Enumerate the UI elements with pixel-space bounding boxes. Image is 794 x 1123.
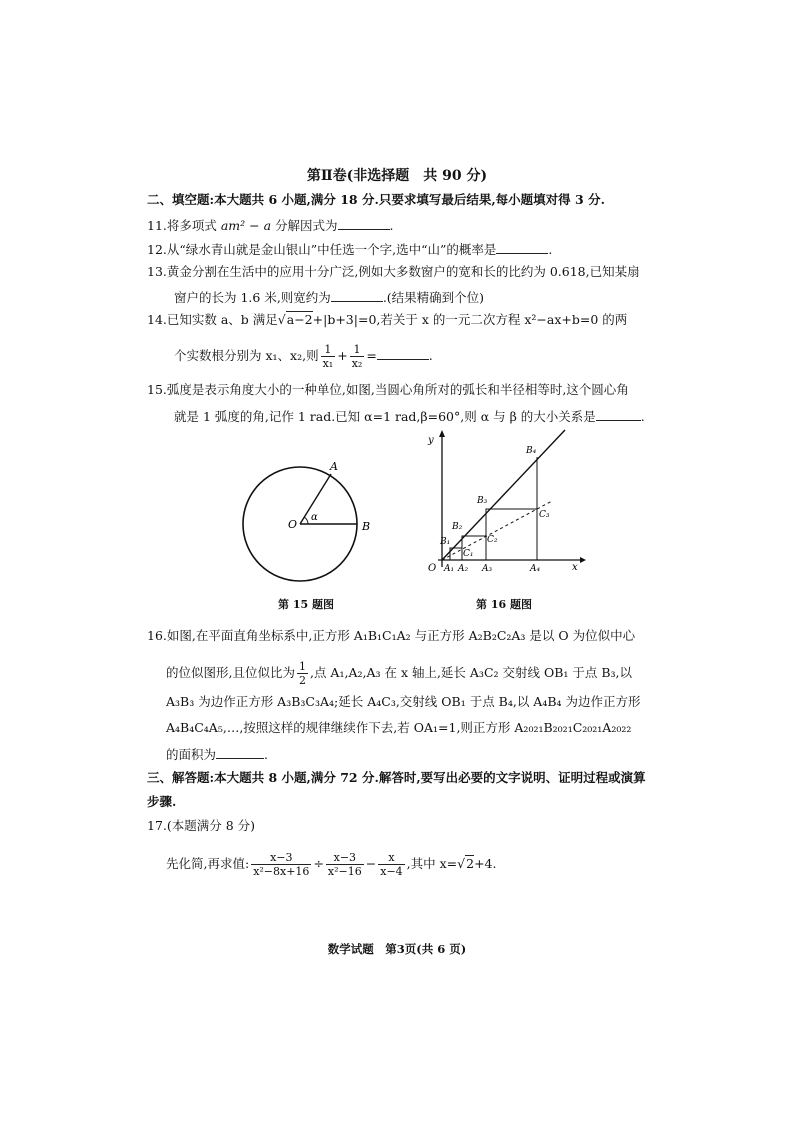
- fraction: $\frac{x-3}{\text{x²−8x+16}}$: [253, 851, 310, 878]
- question-14-line2: 个实数根分别为 x₁、x₂,则 $\frac{1}{\text{x₁}}$ + $\frac{1}{\text{x₂}}$ = .: [174, 343, 433, 370]
- label-alpha: α: [311, 512, 318, 523]
- ray-ob1: [442, 430, 565, 560]
- question-12: 12.从“绿水青山就是金山银山”中任选一个字,选中“山”的概率是 .: [147, 242, 553, 257]
- label-x: x: [572, 562, 578, 573]
- fraction: $\frac{x-3}{\text{x²−16}}$: [327, 851, 362, 878]
- label-c3: C₃: [539, 510, 550, 520]
- fraction: $\frac{1}{\text{x₁}}$: [322, 343, 334, 370]
- sqrt-expression: a−2: [286, 312, 313, 327]
- label-a2: A₂: [458, 564, 469, 574]
- page-footer: 数学试题 第3页(共 6 页): [327, 942, 467, 956]
- question-17-header: 17.(本题满分 8 分): [147, 818, 256, 833]
- answer-blank[interactable]: [596, 409, 641, 421]
- section3-heading-line1: 三、解答题:本大题共 8 小题,满分 72 分.解答时,要写出必要的文字说明、证明过程或演算: [147, 770, 646, 785]
- answer-blank[interactable]: [496, 242, 548, 254]
- question-15-line1: 15.弧度是表示角度大小的一种单位,如图,当圆心角所对的弧长和半径相等时,这个圆心角: [147, 382, 629, 397]
- answer-blank[interactable]: [377, 348, 429, 360]
- x-axis-arrow: [580, 557, 586, 563]
- angle-arc: [304, 517, 308, 524]
- figure-16-caption: 第 16 题图: [476, 598, 532, 611]
- label-a: A: [330, 460, 338, 473]
- label-a3: A₃: [482, 564, 493, 574]
- label-b2: B₂: [452, 522, 463, 532]
- question-16-line5: 的面积为 .: [166, 747, 268, 762]
- sqrt-expression: 2: [466, 856, 475, 871]
- figure-15-circle: [238, 450, 378, 590]
- label-c2: C₂: [487, 535, 498, 545]
- figure-16-squares: [420, 425, 590, 575]
- label-o: O: [428, 563, 437, 574]
- question-15-line2: 就是 1 弧度的角,记作 1 rad.已知 α=1 rad,β=60°,则 α 与 β 的大小关系是 .: [174, 409, 645, 424]
- label-a1: A₁: [444, 564, 455, 574]
- answer-blank[interactable]: [331, 290, 383, 302]
- label-b1: B₁: [440, 537, 451, 547]
- y-axis-arrow: [439, 430, 445, 437]
- label-c1: C₁: [463, 549, 474, 559]
- label-b3: B₃: [477, 496, 488, 506]
- label-y: y: [428, 435, 434, 446]
- question-16-line1: 16.如图,在平面直角坐标系中,正方形 A₁B₁C₁A₂ 与正方形 A₂B₂C₂A₃ 是以 O 为位似中心: [147, 628, 636, 643]
- answer-blank[interactable]: [338, 218, 390, 230]
- figure-15-caption: 第 15 题图: [278, 598, 334, 611]
- question-16-line3: A₃B₃ 为边作正方形 A₃B₃C₃A₄;延长 A₄C₃,交射线 OB₁ 于点 B₄,以 A₄B₄ 为边作正方形: [166, 694, 641, 709]
- question-13-line2: 窗户的长为 1.6 米,则宽约为 .(结果精确到个位): [174, 290, 485, 305]
- question-14-line1: 14.已知实数 a、b 满足√a−2+|b+3|=0,若关于 x 的一元二次方程 x²−ax+b=0 的两: [147, 312, 628, 327]
- label-b: B: [362, 520, 371, 533]
- question-13-line1: 13.黄金分割在生活中的应用十分广泛,例如大多数窗户的宽和长的比约为 0.618,已知某扇: [147, 264, 640, 279]
- section3-heading-line2: 步骤.: [147, 794, 177, 809]
- question-16-line4: A₄B₄C₄A₅,…,按照这样的规律继续作下去,若 OA₁=1,则正方形 A₂₀₂₁B₂₀₂₁C₂₀₂₁A₂₀₂₂: [166, 720, 632, 735]
- answer-blank[interactable]: [216, 747, 264, 759]
- fraction: $\frac{x}{x-4}$: [380, 851, 403, 878]
- label-a4: A₄: [530, 564, 541, 574]
- section-title: 第Ⅱ卷(非选择题 共 90 分): [306, 168, 488, 184]
- label-o: O: [288, 518, 298, 531]
- section2-heading: 二、填空题:本大题共 6 小题,满分 18 分.只要求填写最后结果,每小题填对得 3 分.: [147, 192, 605, 207]
- fraction: $\frac{1}{2}$: [298, 660, 306, 687]
- fraction: $\frac{1}{\text{x₂}}$: [351, 343, 363, 370]
- label-b4: B₄: [526, 446, 537, 456]
- question-17-expression: 先化简,再求值: $\frac{x-3}{\text{x²−8x+16}}$ ÷ $\frac{x-3}{\text{x²−16}}$ − $\frac{x}{x-4}$ ,其中 x=√2+4.: [166, 851, 497, 878]
- question-16-line2: 的位似图形,且位似比为 $\frac{1}{2}$ ,点 A₁,A₂,A₃ 在 x 轴上,延长 A₃C₂ 交射线 OB₁ 于点 B₃,以: [166, 660, 633, 687]
- question-11: 11.将多项式 am² − a 分解因式为 .: [147, 218, 394, 233]
